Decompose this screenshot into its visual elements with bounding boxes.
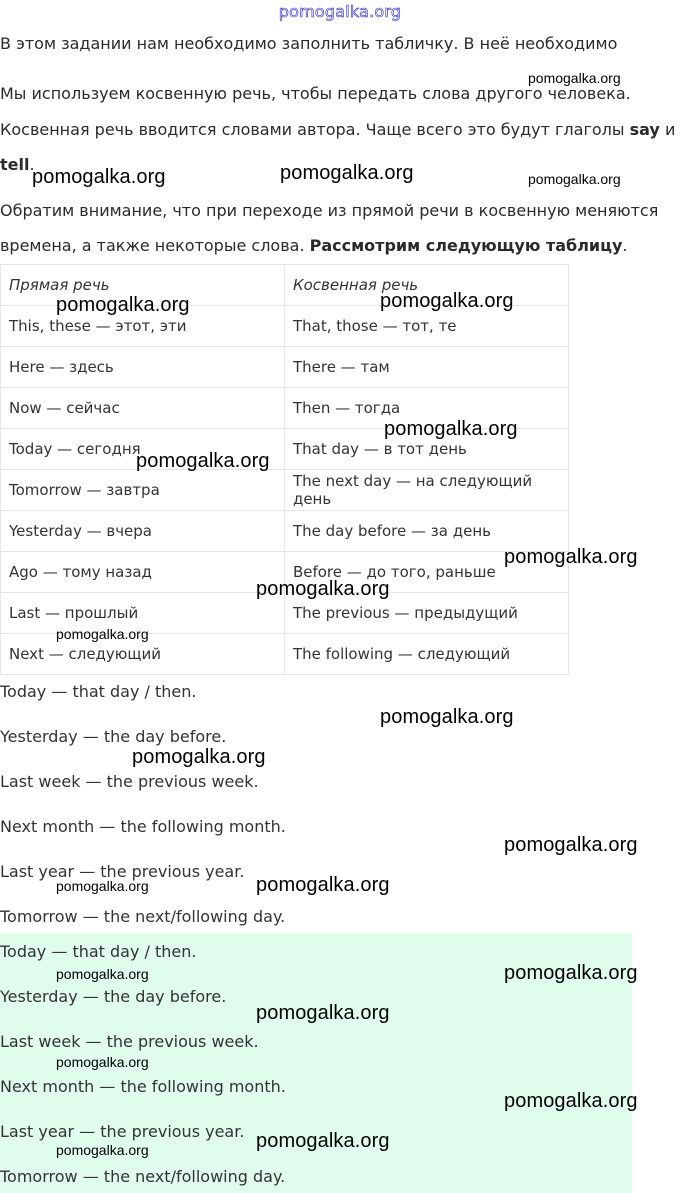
highlighted-answer-line: Yesterday — the day before. <box>0 987 227 1006</box>
table-cell: The day before — за день <box>284 511 568 552</box>
watermark: pomogalka.org <box>504 1090 638 1112</box>
answer-line: Last week — the previous week. <box>0 772 259 791</box>
highlighted-answer-line: Today — that day / then. <box>0 942 197 961</box>
watermark: pomogalka.org <box>256 1130 390 1152</box>
site-logo[interactable]: pomogalka.org <box>278 2 402 21</box>
watermark: pomogalka.org <box>132 746 266 768</box>
intro-paragraph: В этом задании нам необходимо заполнить табличку. В неё необходимо <box>0 34 618 53</box>
paragraph-text: и <box>659 120 676 139</box>
table-cell: Yesterday — вчера <box>1 511 285 552</box>
author-words-paragraph-end <box>0 155 35 174</box>
table-cell: The next day — на следующий день <box>284 470 568 511</box>
watermark: pomogalka.org <box>136 450 270 472</box>
table-cell: That day — в тот день <box>284 429 568 470</box>
watermark: pomogalka.org <box>56 1142 149 1158</box>
watermark: pomogalka.org <box>56 1054 149 1070</box>
author-words-paragraph <box>0 120 675 139</box>
table-cell: Ago — тому назад <box>1 552 285 593</box>
header-indirect-speech: Косвенная речь <box>284 265 568 306</box>
header-direct-speech: Прямая речь <box>1 265 285 306</box>
highlighted-answer-line: Last year — the previous year. <box>0 1122 245 1141</box>
watermark: pomogalka.org <box>32 166 166 188</box>
table-row <box>1 347 569 388</box>
watermark: pomogalka.org <box>528 70 621 86</box>
watermark: pomogalka.org <box>256 874 390 896</box>
table-intro-bold: Рассмотрим следующую таблицу <box>309 236 623 255</box>
verb-tell: tell <box>0 155 30 174</box>
watermark: pomogalka.org <box>504 546 638 568</box>
watermark: pomogalka.org <box>504 834 638 856</box>
table-cell: Today — сегодня <box>1 429 285 470</box>
table-cell: That, those — тот, те <box>284 306 568 347</box>
table-cell: Last — прошлый <box>1 593 285 634</box>
paragraph-text: времена, а также некоторые слова. <box>0 236 310 255</box>
answer-line: Next month — the following month. <box>0 817 286 836</box>
watermark: pomogalka.org <box>380 706 514 728</box>
speech-conversion-table <box>0 264 569 675</box>
table-row <box>1 470 569 511</box>
table-cell: Tomorrow — завтра <box>1 470 285 511</box>
watermark: pomogalka.org <box>56 294 190 316</box>
table-cell: Here — здесь <box>1 347 285 388</box>
table-cell: Now — сейчас <box>1 388 285 429</box>
paragraph-text: . <box>622 236 628 255</box>
table-cell: The following — следующий <box>284 634 568 675</box>
tense-change-paragraph: Обратим внимание, что при переходе из прямой речи в косвенную меняются <box>0 201 659 220</box>
watermark: pomogalka.org <box>504 962 638 984</box>
answer-line: Tomorrow — the next/following day. <box>0 907 286 926</box>
watermark: pomogalka.org <box>256 578 390 600</box>
highlighted-answer-line: Next month — the following month. <box>0 1077 286 1096</box>
verb-say: say <box>629 120 660 139</box>
table-cell: Before — до того, раньше <box>284 552 568 593</box>
watermark: pomogalka.org <box>256 1002 390 1024</box>
answer-line: Last year — the previous year. <box>0 862 245 881</box>
paragraph-text: . <box>29 155 35 174</box>
highlighted-answer-line: Last week — the previous week. <box>0 1032 259 1051</box>
watermark: pomogalka.org <box>280 162 414 184</box>
answer-line: Today — that day / then. <box>0 682 197 701</box>
indirect-speech-paragraph: Мы используем косвенную речь, чтобы передать слова другого человека. <box>0 84 631 103</box>
watermark: pomogalka.org <box>56 966 149 982</box>
watermark: pomogalka.org <box>56 626 149 642</box>
table-cell: Then — тогда <box>284 388 568 429</box>
paragraph-text: Косвенная речь вводится словами автора. Чаще всего это будут глаголы <box>0 120 630 139</box>
table-row <box>1 511 569 552</box>
watermark: pomogalka.org <box>384 418 518 440</box>
watermark: pomogalka.org <box>528 171 621 187</box>
table-cell: The previous — предыдущий <box>284 593 568 634</box>
watermark: pomogalka.org <box>56 878 149 894</box>
table-intro-paragraph <box>0 236 628 255</box>
answer-line: Yesterday — the day before. <box>0 727 227 746</box>
table-cell: There — там <box>284 347 568 388</box>
table-cell: This, these — этот, эти <box>1 306 285 347</box>
watermark: pomogalka.org <box>380 290 514 312</box>
highlighted-answer-line: Tomorrow — the next/following day. <box>0 1167 286 1186</box>
table-cell: Next — следующий <box>1 634 285 675</box>
